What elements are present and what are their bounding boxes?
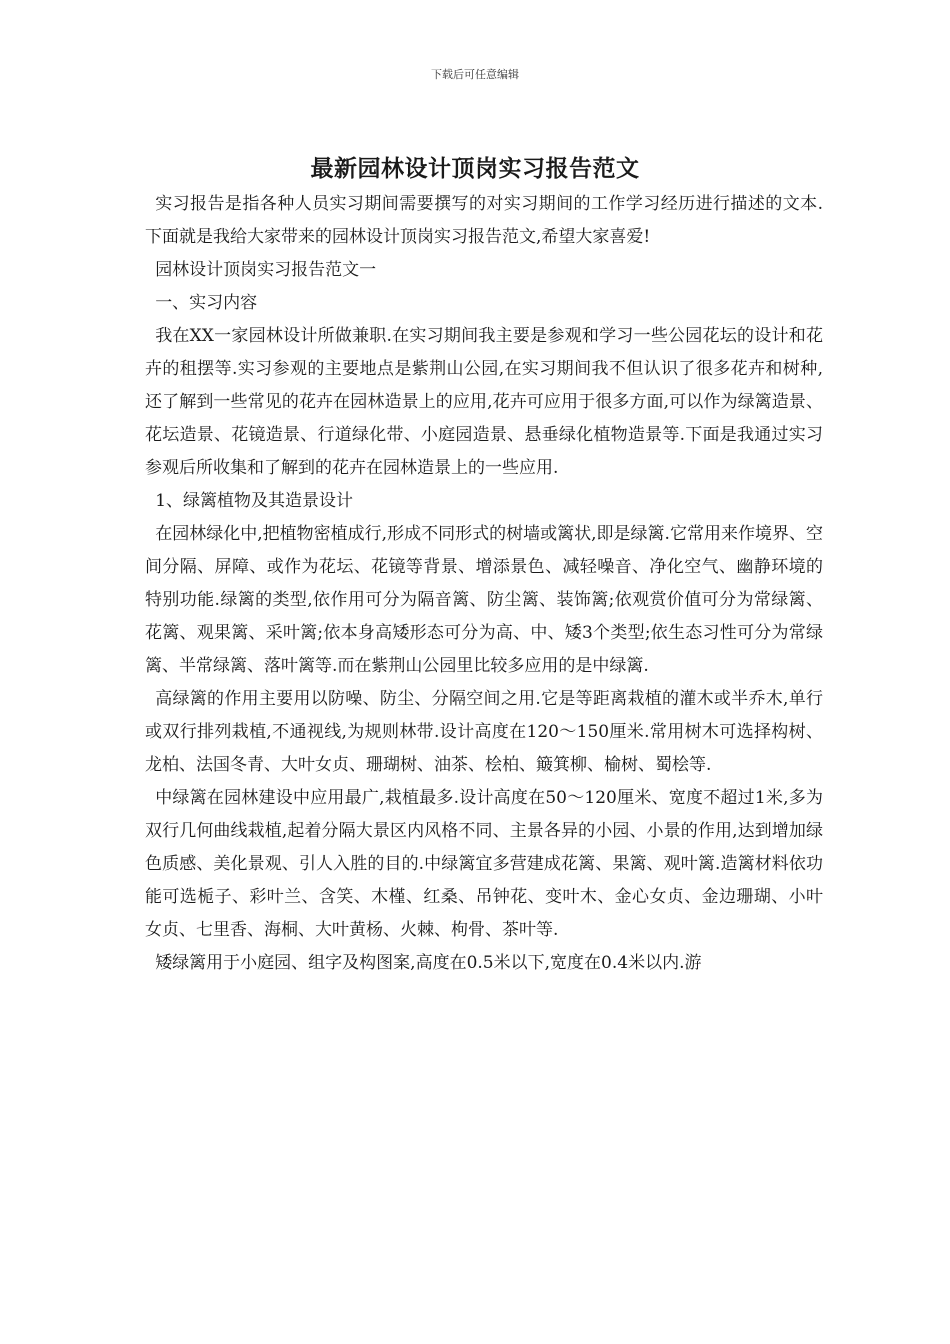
paragraph: 我在XX一家园林设计所做兼职.在实习期间我主要是参观和学习一些公园花坛的设计和花卉的租摆等.实习参观的主要地点是紫荆山公园,在实习期间我不但认识了很多花卉和树种,还了解到一些常见的花卉在园林造景上的应用,花卉可应用于很多方面,可以作为绿篱造景、花坛造景、花镜造景、行道绿化带、小庭园造景、悬垂绿化植物造景等.下面是我通过实习参观后所收集和了解到的花卉在园林造景上的一些应用. (145, 326, 823, 478)
section-heading: 园林设计顶岗实习报告范文一 (155, 260, 377, 280)
paragraph: 中绿篱在园林建设中应用最广,栽植最多.设计高度在50～120厘米、宽度不超过1米,多为双行几何曲线栽植,起着分隔大景区内风格不同、主景各异的小园、小景的作用,达到增加绿色质感、美化景观、引人入胜的目的.中绿篱宜多营建成花篱、果篱、观叶篱.造篱材料依功能可选栀子、彩叶兰、含笑、木槿、红桑、吊钟花、变叶木、金心女贞、金边珊瑚、小叶女贞、七里香、海桐、大叶黄杨、火棘、枸骨、茶叶等. (145, 788, 823, 940)
subsection-heading: 一、实习内容 (155, 293, 258, 313)
document-title: 最新园林设计顶岗实习报告范文 (310, 155, 640, 182)
subsection-heading: 1、绿篱植物及其造景设计 (155, 491, 354, 511)
header-note: 下载后可任意编辑 (431, 68, 519, 81)
paragraph: 高绿篱的作用主要用以防噪、防尘、分隔空间之用.它是等距离栽植的灌木或半乔木,单行或双行排列栽植,不通视线,为规则林带.设计高度在120～150厘米.常用树木可选择构树、龙柏、法国冬青、大叶女贞、珊瑚树、油茶、桧柏、簸箕柳、榆树、蜀桧等. (145, 689, 823, 775)
document-body (145, 188, 823, 980)
paragraph: 矮绿篱用于小庭园、组字及构图案,高度在0.5米以下,宽度在0.4米以内.游 (155, 953, 702, 973)
paragraph: 在园林绿化中,把植物密植成行,形成不同形式的树墙或篱状,即是绿篱.它常用来作境界、空间分隔、屏障、或作为花坛、花镜等背景、增添景色、减轻噪音、净化空气、幽静环境的特别功能.绿篱的类型,依作用可分为隔音篱、防尘篱、装饰篱;依观赏价值可分为常绿篱、花篱、观果篱、采叶篱;依本身高矮形态可分为高、中、矮3个类型;依生态习性可分为常绿篱、半常绿篱、落叶篱等.而在紫荆山公园里比较多应用的是中绿篱. (145, 524, 823, 676)
paragraph-intro: 实习报告是指各种人员实习期间需要撰写的对实习期间的工作学习经历进行描述的文本.下面就是我给大家带来的园林设计顶岗实习报告范文,希望大家喜爱! (145, 194, 823, 247)
